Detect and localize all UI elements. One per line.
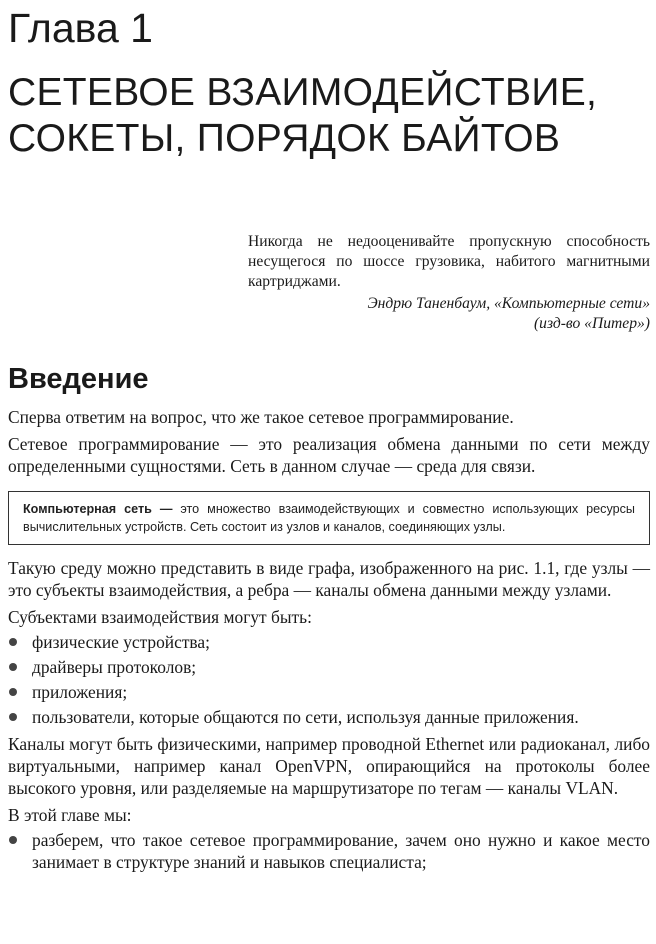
list-item <box>8 706 650 728</box>
bullet-icon <box>9 688 17 696</box>
definition-text: это множество взаимодействующих и совместно использующих ресурсы вычислительных устройств. Сеть состоит из узлов и каналов, соединяющих узлы. <box>23 502 635 534</box>
paragraph-1: Сперва ответим на вопрос, что же такое сетевое программирование. <box>8 407 514 427</box>
epigraph-quote: Никогда не недооценивайте пропускную способность несущегося по шоссе грузовика, набитого магнитными картриджами. <box>248 233 650 290</box>
bullet-icon <box>9 713 17 721</box>
epigraph-author-line-1: Эндрю Таненбаум, «Компьютерные сети» <box>367 295 650 312</box>
chapter-number: Глава 1 <box>8 5 153 51</box>
list-item-text: пользователи, которые общаются по сети, используя данные приложения. <box>32 707 579 727</box>
bullet-icon <box>9 836 17 844</box>
list-item-text: приложения; <box>32 682 128 702</box>
list-item <box>8 631 650 653</box>
list-item <box>8 656 650 678</box>
chapter-title-line-2: СОКЕТЫ, ПОРЯДОК БАЙТОВ <box>8 117 561 160</box>
paragraph-6: В этой главе мы: <box>8 805 132 825</box>
chapter-title <box>8 70 650 162</box>
subjects-list <box>8 631 650 728</box>
list-item <box>8 681 650 703</box>
paragraph-4: Субъектами взаимодействия могут быть: <box>8 607 312 627</box>
definition-term: Компьютерная сеть — <box>23 502 173 516</box>
list-item-text: драйверы протоколов; <box>32 657 197 677</box>
bullet-icon <box>9 663 17 671</box>
chapter-title-line-1: СЕТЕВОЕ ВЗАИМОДЕЙСТВИЕ, <box>8 71 598 114</box>
paragraph-3: Такую среду можно представить в виде графа, изображенного на рис. 1.1, где узлы — это субъекты взаимодействия, а ребра — каналы обмена данными между узлами. <box>8 558 650 600</box>
book-page <box>8 0 650 873</box>
list-item <box>8 829 650 873</box>
epigraph-author <box>248 294 650 334</box>
epigraph-author-line-2: (изд-во «Питер») <box>533 315 650 332</box>
paragraph-5: Каналы могут быть физическими, например проводной Ethernet или радиоканал, либо виртуальными, например канал OpenVPN, опирающийся на протоколы более высокого уровня, или разделяемые на маршрутизаторе по тегам — каналы VLAN. <box>8 734 650 798</box>
bullet-icon <box>9 638 17 646</box>
paragraph-2: Сетевое программирование — это реализация обмена данными по сети между определенными сущностями. Сеть в данном случае — среда для связи. <box>8 434 650 476</box>
list-item-text: разберем, что такое сетевое программирование, зачем оно нужно и какое место занимает в структуре знаний и навыков специалиста; <box>32 830 650 872</box>
section-heading: Введение <box>8 363 149 395</box>
definition-box <box>8 491 650 545</box>
epigraph <box>248 232 650 334</box>
chapter-goals-list <box>8 829 650 873</box>
list-item-text: физические устройства; <box>32 632 210 652</box>
